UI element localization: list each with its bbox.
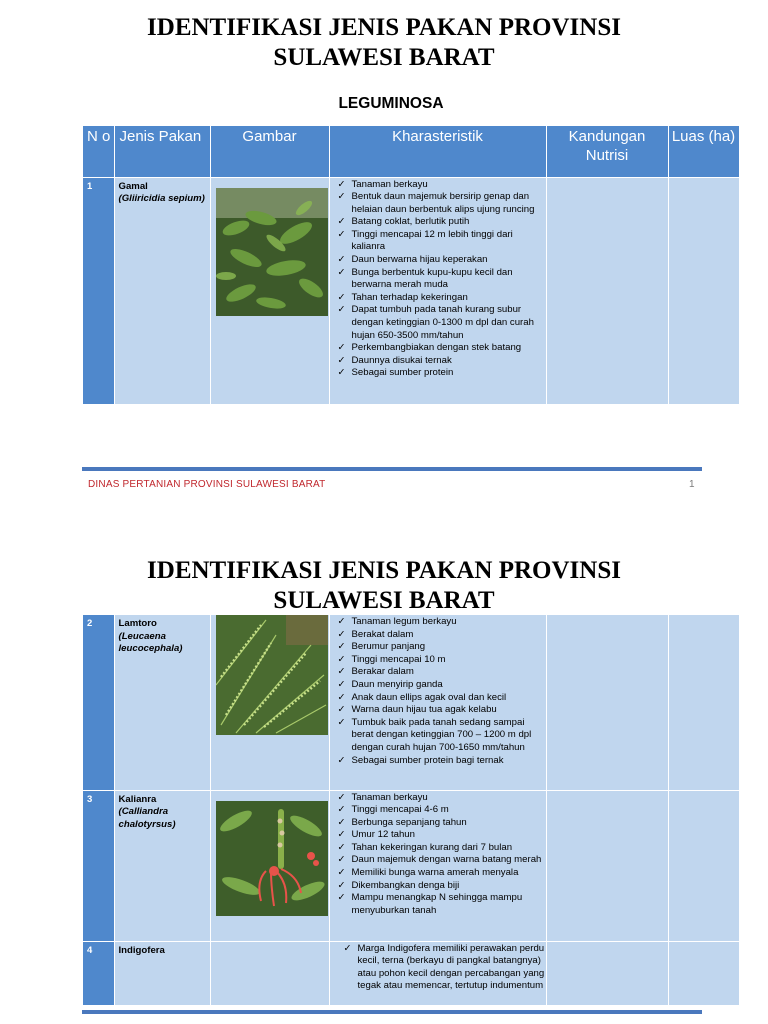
traits-cell: [329, 790, 546, 941]
trait-item: ✓ Anak daun ellips agak oval dan kecil: [338, 692, 546, 705]
row-number: 3: [83, 790, 114, 941]
nutrition-cell: [546, 941, 668, 1005]
nutrition-cell: [546, 790, 668, 941]
trait-item: ✓ Perkembangbiakan dengan stek batang: [338, 342, 546, 355]
plant-latin-name: (Gliiricidia sepium): [118, 193, 205, 204]
plant-name-cell: [114, 615, 210, 790]
plant-name-cell: [114, 790, 210, 941]
traits-list: [330, 178, 546, 381]
feed-table-page2: [83, 615, 740, 1006]
footer-rule: [82, 1010, 702, 1014]
table-row: [83, 941, 739, 1005]
trait-item: ✓ Sebagai sumber protein bagi ternak: [338, 755, 546, 768]
trait-item: ✓ Daun majemuk dengan warna batang merah: [338, 854, 546, 867]
trait-item: ✓ Batang coklat, berlutik putih: [338, 216, 546, 229]
feed-table-page1: [83, 126, 740, 405]
area-cell: [668, 177, 739, 404]
header-kharasteristik: [329, 126, 546, 177]
plant-image-cell: [210, 790, 329, 941]
trait-item: ✓ Daun berwarna hijau keperakan: [338, 254, 546, 267]
trait-item: ✓ Marga Indigofera memiliki perawakan perdu kecil, terna (berkayu di pangkal batangnya) atau pohon kecil dengan percabangan yang tegak atau memencar, tertutup indumentum: [344, 943, 546, 993]
header-no-label: N o: [87, 128, 111, 145]
plant-name: Gamal: [118, 180, 148, 192]
trait-item: ✓ Tanaman legum berkayu: [338, 616, 546, 629]
page-number: 1: [689, 479, 695, 490]
header-kharasteristik-label: Kharasteristik: [392, 128, 483, 145]
header-kandungan: [546, 126, 668, 177]
trait-item: ✓ Tanaman berkayu: [338, 792, 546, 805]
trait-item: ✓ Sebagai sumber protein: [338, 367, 546, 380]
row-number: 1: [83, 177, 114, 404]
trait-item: ✓ Memiliki bunga warna amerah menyala: [338, 867, 546, 880]
header-kandungan-label: Kandungan Nutrisi: [568, 128, 646, 164]
trait-item: ✓ Tahan kekeringan kurang dari 7 bulan: [338, 842, 546, 855]
section-subtitle: LEGUMINOSA: [338, 95, 444, 112]
footer-rule: [82, 467, 702, 471]
plant-name-cell: [114, 177, 210, 404]
plant-name: Kalianra: [118, 793, 157, 805]
trait-item: ✓ Tinggi mencapai 10 m: [338, 654, 546, 667]
page-title-line2: SULAWESI BARAT: [273, 44, 495, 71]
header-gambar-label: Gambar: [242, 128, 297, 145]
nutrition-cell: [546, 177, 668, 404]
header-gambar: [210, 126, 329, 177]
area-cell: [668, 941, 739, 1005]
trait-item: ✓ Umur 12 tahun: [338, 829, 546, 842]
plant-latin-name: (Leucaena leucocephala): [118, 630, 183, 654]
header-jenis: [114, 126, 210, 177]
page-title-line1: IDENTIFIKASI JENIS PAKAN PROVINSI: [147, 557, 621, 584]
table-row: [83, 615, 739, 790]
nutrition-cell: [546, 615, 668, 790]
trait-item: ✓ Dapat tumbuh pada tanah kurang subur dengan ketinggian 0-1300 m dpl dan curah hujan 650-3500 mm/tahun: [338, 304, 546, 342]
traits-cell: [329, 177, 546, 404]
trait-item: ✓ Tumbuk baik pada tanah sedang sampai berat dengan ketinggian 700 – 1200 m dpl dengan curah hujan 700-1650 mm/tahun: [338, 717, 546, 755]
trait-item: ✓ Berakat dalam: [338, 629, 546, 642]
table-row: [83, 177, 739, 404]
header-jenis-label: Jenis Pakan: [119, 128, 202, 145]
area-cell: [668, 790, 739, 941]
plant-image-cell: [210, 177, 329, 404]
trait-item: ✓ Daun menyirip ganda: [338, 679, 546, 692]
table-row: [83, 790, 739, 941]
trait-item: ✓ Berbunga sepanjang tahun: [338, 817, 546, 830]
traits-list: [330, 791, 546, 918]
footer-text: DINAS PERTANIAN PROVINSI SULAWESI BARAT: [88, 479, 326, 490]
row-number: 2: [83, 615, 114, 790]
trait-item: ✓ Dikembangkan denga biji: [338, 880, 546, 893]
header-luas-label: Luas (ha): [671, 128, 736, 145]
trait-item: ✓ Tanaman berkayu: [338, 179, 546, 192]
plant-name: Indigofera: [118, 944, 165, 956]
trait-item: ✓ Berakar dalam: [338, 666, 546, 679]
page-title-line1: IDENTIFIKASI JENIS PAKAN PROVINSI: [147, 14, 621, 41]
area-cell: [668, 615, 739, 790]
header-no: [83, 126, 114, 177]
plant-image-cell: [210, 941, 329, 1005]
trait-item: ✓ Daunnya disukai ternak: [338, 355, 546, 368]
trait-item: ✓ Tinggi mencapai 12 m lebih tinggi dari kalianra: [338, 229, 546, 254]
plant-image-cell: [210, 615, 329, 790]
plant-photo: [216, 801, 328, 916]
trait-item: ✓ Mampu menangkap N sehingga mampu menyuburkan tanah: [338, 892, 546, 917]
traits-cell: [329, 615, 546, 790]
plant-name-cell: [114, 941, 210, 1005]
plant-latin-name: (Calliandra chalotyrsus): [118, 806, 176, 830]
plant-photo: [216, 615, 328, 735]
traits-list: [330, 942, 546, 993]
page-title-line2: SULAWESI BARAT: [273, 587, 495, 614]
plant-name: Lamtoro: [118, 618, 157, 629]
trait-item: ✓ Tahan terhadap kekeringan: [338, 292, 546, 305]
traits-cell: [329, 941, 546, 1005]
row-number: 4: [83, 941, 114, 1005]
trait-item: ✓ Berumur panjang: [338, 641, 546, 654]
trait-item: ✓ Warna daun hijau tua agak kelabu: [338, 704, 546, 717]
plant-photo: [216, 188, 328, 316]
traits-list: [330, 615, 546, 767]
trait-item: ✓ Bentuk daun majemuk bersirip genap dan helaian daun berbentuk alips ujung runcing: [338, 191, 546, 216]
header-luas: [668, 126, 739, 177]
trait-item: ✓ Bunga berbentuk kupu-kupu kecil dan berwarna merah muda: [338, 267, 546, 292]
trait-item: ✓ Tinggi mencapai 4-6 m: [338, 804, 546, 817]
